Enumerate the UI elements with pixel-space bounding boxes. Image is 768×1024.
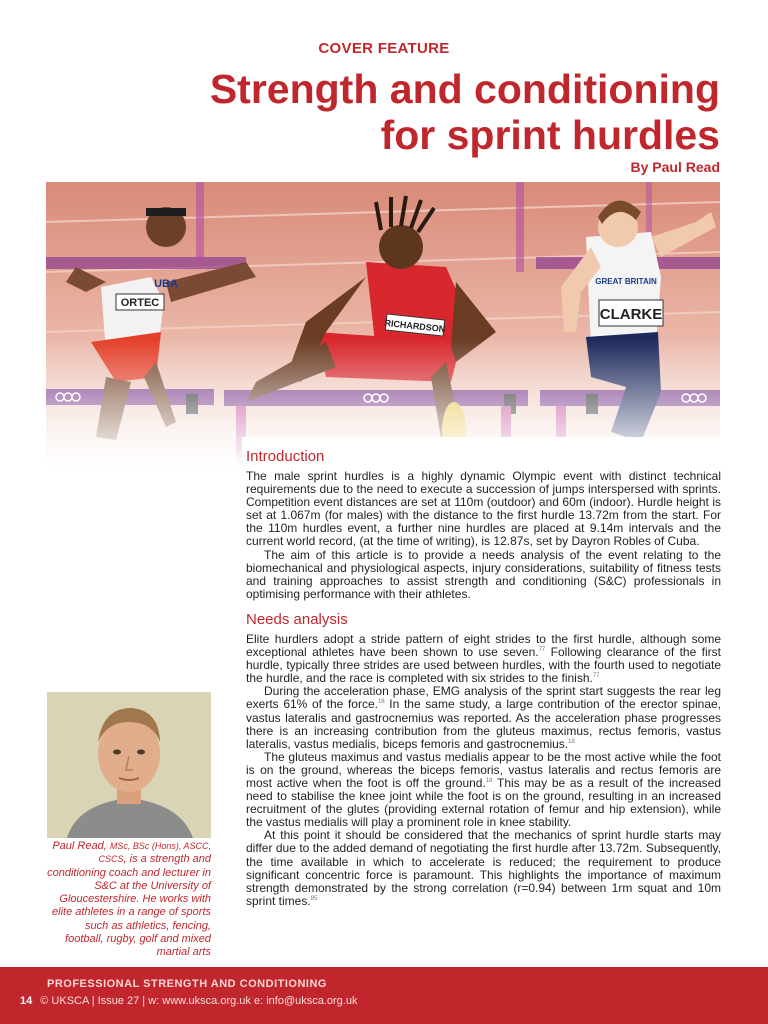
author-photo bbox=[47, 692, 211, 838]
footer-contact: © UKSCA | Issue 27 | w: www.uksca.org.uk e: info@uksca.org.uk bbox=[40, 995, 358, 1007]
hero-photo bbox=[46, 182, 720, 467]
kicker-cover-feature: COVER FEATURE bbox=[318, 40, 450, 57]
needs-paragraph-1: Elite hurdlers adopt a stride pattern of eight strides to the first hurdle, although some exceptional athletes have been shown to use seven.$^{77}$ Following clearance of the first hurdle, typically three strides are used between hurdles, with the fourth used to negotiate the hurdle, and the race is completed with six strides to the finish.$^{77}$ bbox=[246, 631, 721, 686]
author-bio-text: , is a strength and conditioning coach and lecturer in S&C at the University of Gloucestershire. He works with elite athletes in a range of sports such as athletics, fencing, football, rugby, golf and mixed martial arts bbox=[47, 853, 211, 959]
byline: By Paul Read bbox=[630, 159, 720, 175]
reference-superscript: 77 bbox=[592, 673, 600, 680]
intro-heading: Introduction bbox=[246, 448, 325, 465]
reference-superscript: 18 bbox=[377, 699, 385, 706]
intro-paragraph-1: The male sprint hurdles is a highly dynamic Olympic event with distinct technical requirements due to the need to execute a succession of jumps interspersed with sprints. Competition event distances are set at 110m (outdoor) and 60m (indoor). Hurdle height is set at 1.067m (for males) with the distance to the first hurdle 13.72m from the start. For the 110m hurdles event, a further nine hurdles are placed at 9.14m intervals and the current world record, (at the time of writing), is 12.87s, set by Dayron Robles of Cuba. bbox=[246, 469, 721, 549]
reference-superscript: 18 bbox=[568, 738, 575, 745]
reference-superscript: 85 bbox=[310, 895, 318, 902]
needs-paragraph-2: During the acceleration phase, EMG analysis of the sprint start suggests the rear leg exerts 61% of the force.$^{18}$ In the same study, a large contribution of the erector spinae, vastus lateralis and gastrocnemius was reported. As the acceleration phase progresses there is an increasing contribution from the gluteus maximus, rectus femoris, vastus lateralis, vastus medialis, biceps femoris and gastrocnemius.$^{18}$ bbox=[246, 684, 721, 751]
intro-paragraph-2: The aim of this article is to provide a needs analysis of the event relating to the biomechanical and physiological aspects, injury considerations, suitability of fitness tests and training approaches to assist strength and conditioning (S&C) professionals in optimising performance with their athletes. bbox=[246, 547, 721, 601]
reference-superscript: 18 bbox=[485, 777, 493, 784]
reference-superscript: 77 bbox=[538, 647, 546, 654]
needs-paragraph-3: The gluteus maximus and vastus medialis appear to be the most active while the foot is on the ground, whereas the biceps femoris, vastus lateralis and rectus femoris are most active when the foot is off the ground.$^{18}$ This may be as a result of the increased need to stabilise the knee joint while the foot is on the ground, resulting in an increased recruitment of the glutes (providing external rotation of femur and hip extension), while the vastus medialis will play a prominent role in knee stability. bbox=[246, 749, 721, 830]
needs-heading: Needs analysis bbox=[246, 610, 348, 628]
title-line-2: for sprint hurdles bbox=[380, 112, 720, 158]
page-footer bbox=[0, 967, 768, 1024]
author-name: Paul Read bbox=[52, 840, 104, 852]
author-portrait bbox=[47, 692, 211, 838]
author-bio: Paul Read, MSc, BSc (Hons), ASCC, CSCS, is a strength and conditioning coach and lecturer in S&C at the University of Gloucestershire. He works with elite athletes in a range of sports such as athletics, fencing, football, rugby, golf and mixed martial arts bbox=[47, 840, 211, 959]
footer-info bbox=[20, 995, 357, 1007]
author-credentials: MSc, BSc (Hons), ASCC, CSCS bbox=[98, 841, 211, 865]
article-body bbox=[246, 448, 721, 908]
needs-paragraph-4: At this point it should be considered that the mechanics of sprint hurdle starts may differ due to the added demand of negotiating the first hurdle after 13.72m. Subsequently, the time available in which to accelerate is reduced; the requirement to produce significant concentric force is paramount. This highlights the importance of maximum strength demonstrated by the strong correlation (r=0.94) between 1rm squat and 10m sprint times.$^{85}$ bbox=[246, 828, 721, 908]
page-number: 14 bbox=[20, 995, 33, 1007]
footer-section-title: PROFESSIONAL STRENGTH AND CONDITIONING bbox=[47, 978, 327, 990]
title-line-1: Strength and conditioning bbox=[209, 66, 720, 112]
article-title bbox=[80, 66, 720, 158]
hurdlers-illustration bbox=[46, 182, 720, 467]
